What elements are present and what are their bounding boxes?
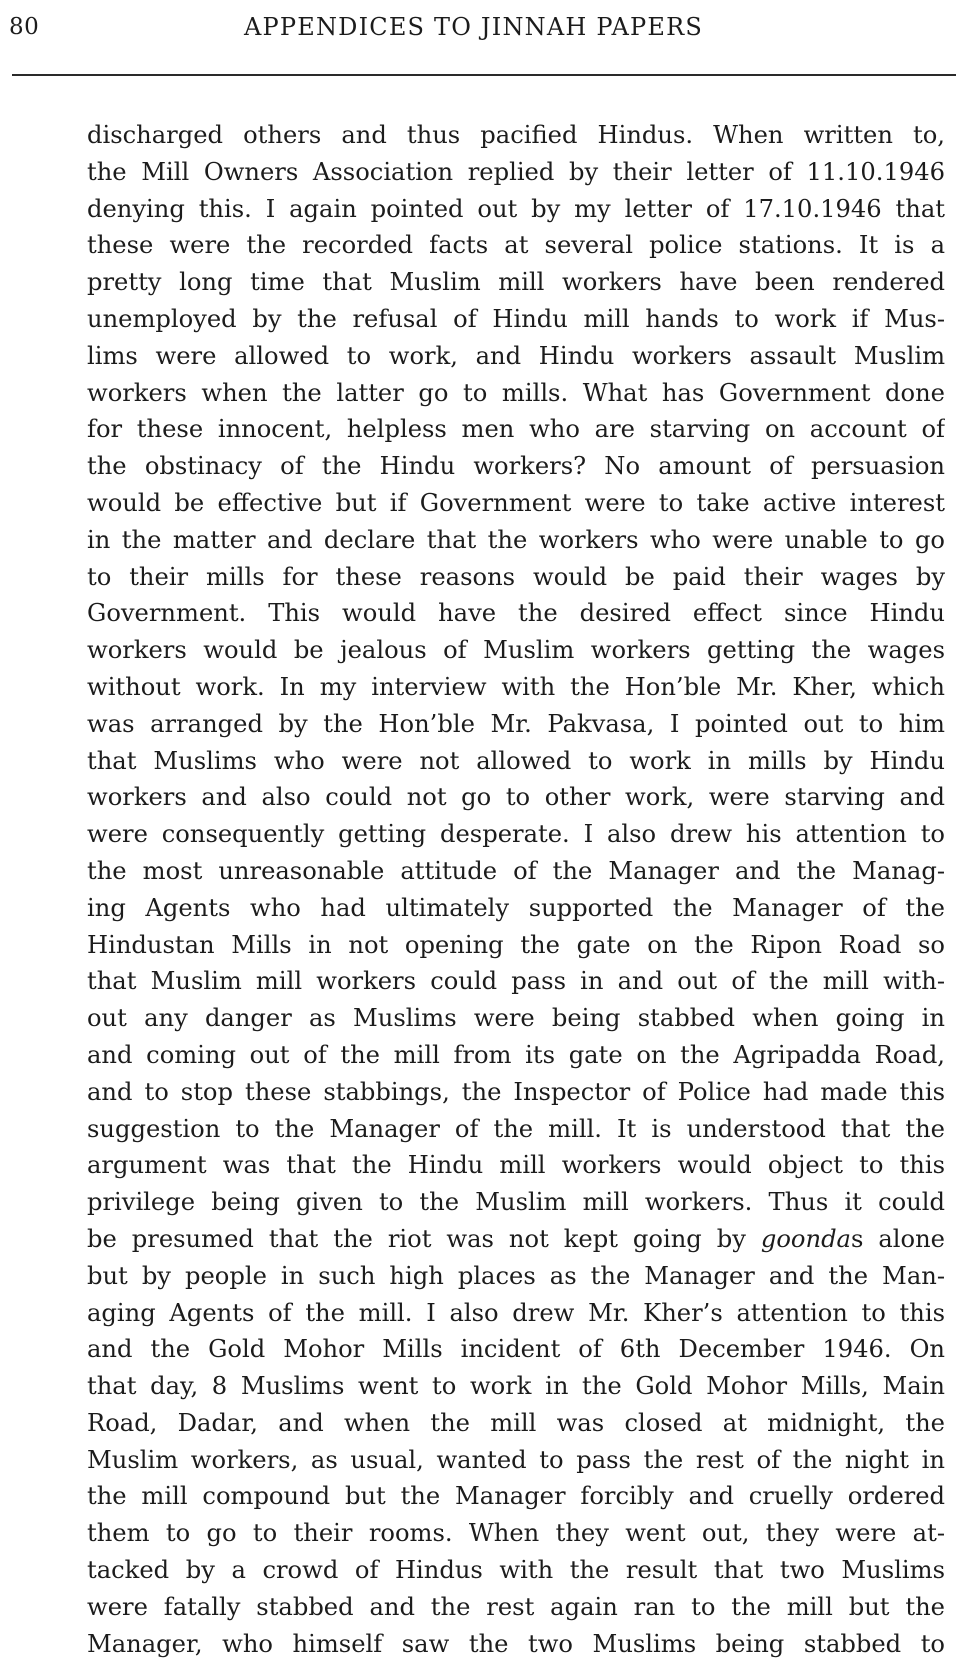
- text-line: would be effective but if Government were to take active interest: [87, 488, 945, 517]
- text-line: for these innocent, helpless men who are starving on account of: [87, 415, 945, 444]
- page-header: [0, 0, 968, 60]
- text-line: Road, Dadar, and when the mill was closed at midnight, the: [87, 1408, 945, 1437]
- text-line: but by people in such high places as the Manager and the Man-: [87, 1261, 945, 1290]
- text-line: lims were allowed to work, and Hindu workers assault Muslim: [87, 341, 945, 370]
- body-text: [87, 117, 945, 1662]
- text-line: aging Agents of the mill. I also drew Mr. Kher’s attention to this: [87, 1298, 945, 1327]
- text-line: and coming out of the mill from its gate on the Agripadda Road,: [87, 1040, 945, 1069]
- text-line: and the Gold Mohor Mills incident of 6th December 1946. On: [87, 1335, 945, 1364]
- text-line: pretty long time that Muslim mill workers have been rendered: [87, 268, 945, 297]
- text-segment: be presumed that the riot was not kept going by: [87, 1224, 761, 1253]
- text-line: argument was that the Hindu mill workers would object to this: [87, 1151, 945, 1180]
- text-line: workers when the latter go to mills. What has Government done: [87, 378, 945, 407]
- text-line: were fatally stabbed and the rest again ran to the mill but the: [87, 1592, 945, 1621]
- text-line-with-italic: [87, 1221, 945, 1258]
- text-line: without work. In my interview with the Hon’ble Mr. Kher, which: [87, 672, 945, 701]
- page-number: 80: [9, 14, 40, 40]
- text-line: workers would be jealous of Muslim workers getting the wages: [87, 636, 945, 665]
- text-line: the mill compound but the Manager forcibly and cruelly ordered: [87, 1482, 945, 1511]
- text-line: that day, 8 Muslims went to work in the Gold Mohor Mills, Main: [87, 1372, 945, 1401]
- text-line: that Muslim mill workers could pass in and out of the mill with-: [87, 967, 945, 996]
- header-rule: [12, 74, 956, 76]
- text-line: the obstinacy of the Hindu workers? No amount of persuasion: [87, 452, 945, 481]
- text-line: was arranged by the Hon’ble Mr. Pakvasa, I pointed out to him: [87, 709, 945, 738]
- text-line: and to stop these stabbings, the Inspector of Police had made this: [87, 1077, 945, 1106]
- text-line: were consequently getting desperate. I also drew his attention to: [87, 820, 945, 849]
- text-line: that Muslims who were not allowed to work in mills by Hindu: [87, 746, 945, 775]
- italic-term: goonda: [760, 1224, 851, 1253]
- text-line: Hindustan Mills in not opening the gate on the Ripon Road so: [87, 930, 945, 959]
- running-head: APPENDICES TO JINNAH PAPERS: [244, 13, 703, 41]
- text-line: denying this. I again pointed out by my letter of 17.10.1946 that: [87, 194, 945, 223]
- text-line: workers and also could not go to other work, were starving and: [87, 783, 945, 812]
- text-line: privilege being given to the Muslim mill workers. Thus it could: [87, 1188, 945, 1217]
- text-line: these were the recorded facts at several police stations. It is a: [87, 231, 945, 260]
- text-line: out any danger as Muslims were being stabbed when going in: [87, 1004, 945, 1033]
- text-line: Government. This would have the desired effect since Hindu: [87, 599, 945, 628]
- text-line: Manager, who himself saw the two Muslims being stabbed to: [87, 1629, 945, 1658]
- text-line: Muslim workers, as usual, wanted to pass the rest of the night in: [87, 1445, 945, 1474]
- text-line: the most unreasonable attitude of the Manager and the Manag-: [87, 856, 945, 885]
- text-line: to their mills for these reasons would be paid their wages by: [87, 562, 945, 591]
- text-line: in the matter and declare that the workers who were unable to go: [87, 525, 945, 554]
- text-line: tacked by a crowd of Hindus with the result that two Muslims: [87, 1556, 945, 1585]
- text-line: ing Agents who had ultimately supported the Manager of the: [87, 893, 945, 922]
- text-line: the Mill Owners Association replied by their letter of 11.10.1946: [87, 157, 945, 186]
- text-line: discharged others and thus pacified Hindus. When written to,: [87, 121, 945, 149]
- text-line: suggestion to the Manager of the mill. It is understood that the: [87, 1114, 945, 1143]
- text-line: them to go to their rooms. When they went out, they were at-: [87, 1519, 945, 1548]
- text-line: unemployed by the refusal of Hindu mill hands to work if Mus-: [87, 304, 945, 333]
- text-segment: s alone: [850, 1224, 945, 1253]
